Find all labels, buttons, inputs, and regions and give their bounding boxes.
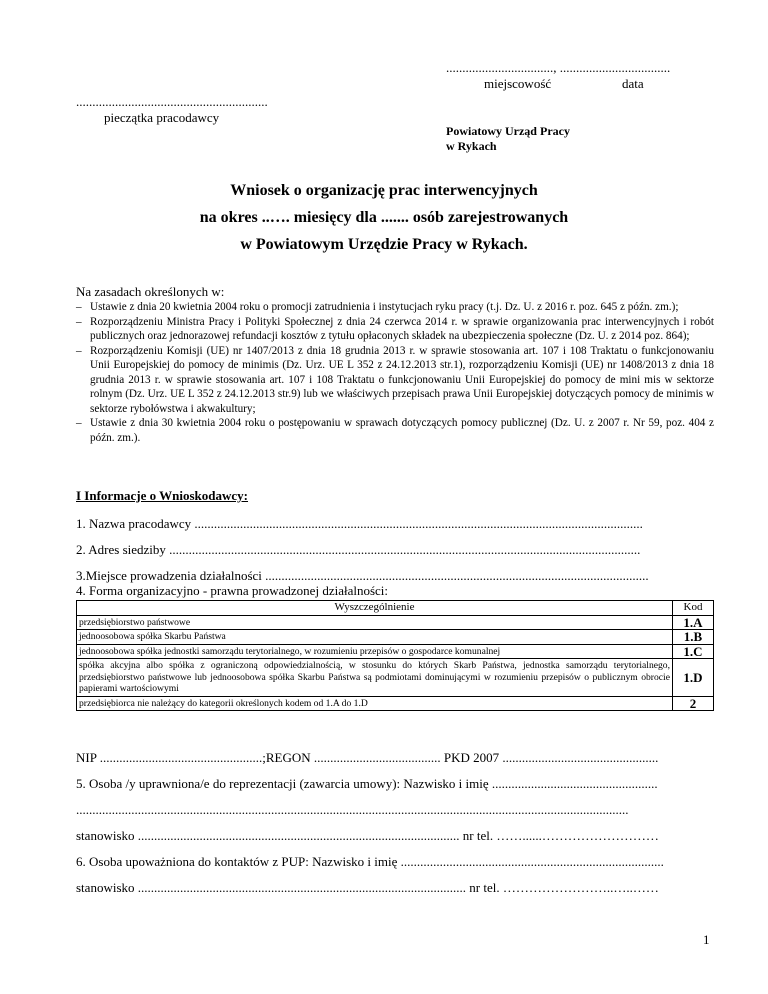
legal-item: – Rozporządzeniu Komisji (UE) nr 1407/2013 z dnia 18 grudnia 2013 r. w sprawie stosowania art. 107 i 108 Traktatu o funkcjonowaniu Unii Europejskiej do pomocy de minimis (Dz. Urz. UE L 352 z 24.12.2013 str.1), rozporządzeniu Komisji (UE) nr 1408/2013 z dnia 18 grudnia 2013 r. w sprawie stosowania art. 107 i 108 Traktatu o funkcjonowaniu Unii Europejskiej do pomocy de mini mis w sektorze rolnym (Dz. Urz. UE L 352 z 24.12.2013 str.9) lub we właściwych przepisach prawa Unii Europejskiej dotyczących pomocy de minimis w sektorze rybołówstwa i akwakultury; (76, 344, 714, 415)
title-line-3: w Powiatowym Urzędzie Pracy w Rykach. (240, 236, 528, 253)
legal-item: – Ustawie z dnia 20 kwietnia 2004 roku o promocji zatrudnienia i instytucjach ryku pracy (t.j. Dz. U. z 2016 r. poz. 645 z późn. zm.); (76, 301, 679, 313)
date-label: data (622, 76, 644, 91)
office-line-2: w Rykach (446, 139, 497, 153)
address-field[interactable]: 2. Adres siedziby ................................................................................................................................................. (76, 542, 641, 557)
legal-form-label: 4. Forma organizacyjno - prawna prowadzonej działalności: (76, 583, 389, 598)
row-description: przedsiębiorstwo państwowe (77, 615, 673, 630)
stamp-dots: ........................................................... (76, 94, 268, 109)
office-line-1: Powiatowy Urząd Pracy (446, 124, 570, 138)
legal-form-table (76, 600, 714, 711)
table-row (77, 659, 714, 697)
representative-position-field[interactable]: stanowisko ................................................................................................... nr tel. ……......……………………… (76, 828, 659, 843)
row-code: 1.D (673, 659, 714, 697)
table-row (77, 615, 714, 630)
row-code: 1.B (673, 630, 714, 645)
legal-list (76, 300, 714, 445)
header-code: Kod (673, 601, 714, 616)
place-date-dots: ................................., .................................. (446, 60, 671, 75)
legal-item: – Ustawie z dnia 30 kwietnia 2004 roku o postępowaniu w sprawach dotyczących pomocy publicznej (Dz. U. z 2007 r. Nr 59, poz. 404 z późn. zm.). (76, 417, 714, 444)
legal-intro: Na zasadach określonych w: (76, 284, 225, 299)
row-code: 1.C (673, 644, 714, 659)
contact-person-field[interactable]: 6. Osoba upoważniona do kontaktów z PUP: Nazwisko i imię ................................................................................. (76, 854, 664, 869)
table-header-row (77, 601, 714, 616)
row-description: spółka akcyjna albo spółka z ograniczoną odpowiedzialnością, w stosunku do których Skarb Państwa, jednostka samorządu terytorialnego, przedsiębiorstwo państwowe lub jednoosobowa spółka Skarbu Państwa są podmiotami dominującymi w rozumieniu przepisów o publicznym obrocie papierami wartościowymi (77, 659, 673, 697)
employer-name-field[interactable]: 1. Nazwa pracodawcy .......................................................................................................................................... (76, 516, 643, 531)
place-label: miejscowość (484, 76, 552, 91)
row-description: przedsiębiorca nie należący do kategorii określonych kodem od 1.A do 1.D (77, 696, 673, 711)
representative-name-continuation[interactable]: .......................................................................................................................................................................... (76, 802, 629, 817)
row-code: 1.A (673, 615, 714, 630)
activity-place-field[interactable]: 3.Miejsce prowadzenia działalności ...................................................................................................................... (76, 568, 649, 583)
row-description: jednoosobowa spółka jednostki samorządu terytorialnego, w rozumieniu przepisów o gospodarce komunalnej (77, 644, 673, 659)
stamp-label: pieczątka pracodawcy (104, 110, 220, 125)
page-number: 1 (703, 932, 710, 947)
contact-position-field[interactable]: stanowisko ..................................................................................................... nr tel. ……………………..…..…… (76, 880, 659, 895)
title-line-2: na okres ..…. miesięcy dla ....... osób zarejestrowanych (199, 209, 569, 226)
title-line-1: Wniosek o organizację prac interwencyjnych (230, 182, 538, 199)
table-row (77, 644, 714, 659)
representative-name-field[interactable]: 5. Osoba /y uprawniona/e do reprezentacji (zawarcia umowy): Nazwisko i imię ................................................... (76, 776, 658, 791)
row-description: jednoosobowa spółka Skarbu Państwa (77, 630, 673, 645)
table-row (77, 630, 714, 645)
section-heading: I Informacje o Wnioskodawcy: (76, 488, 249, 503)
nip-regon-pkd-field[interactable]: NIP ..................................................;REGON ....................................... PKD 2007 ................................................ (76, 750, 659, 765)
legal-item: – Rozporządzeniu Ministra Pracy i Polityki Społecznej z dnia 24 czerwca 2014 r. w sprawie organizowania prac interwencyjnych i robót publicznych oraz jednorazowej refundacji kosztów z tytułu opłaconych składek na ubezpieczenia społeczne (Dz. U. z 2014 poz. 864); (76, 315, 714, 342)
table-row (77, 696, 714, 711)
row-code: 2 (673, 696, 714, 711)
header-description: Wyszczególnienie (77, 601, 673, 616)
